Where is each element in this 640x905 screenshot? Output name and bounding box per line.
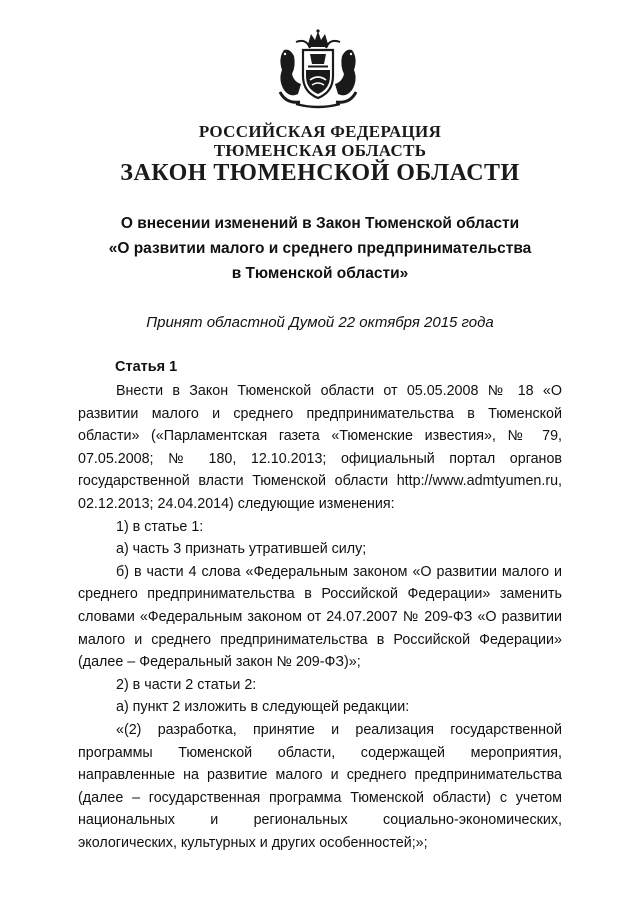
body-paragraph: Внести в Закон Тюменской области от 05.05.2008 № 18 «О развитии малого и среднего предпринимательства в Тюменской области» («Парламентская газета «Тюменские известия», № 79, 07.05.2008; № 180, 12.10.2013; официальный портал органов государственной власти Тюменской области http://www.admtyumen.ru, 02.12.2013; 24.04.2014) следующие изменения: (78, 383, 562, 512)
body-paragraph: 1) в статье 1: (116, 518, 204, 535)
region-heading: ТЮМЕНСКАЯ ОБЛАСТЬ (213, 141, 427, 160)
document-title-line: «О развитии малого и среднего предпринимательства (108, 240, 532, 257)
document-title-line: О внесении изменений в Закон Тюменской области (120, 215, 520, 232)
law-title-heading: ЗАКОН ТЮМЕНСКОЙ ОБЛАСТИ (120, 160, 520, 186)
country-heading: РОССИЙСКАЯ ФЕДЕРАЦИЯ (198, 122, 442, 141)
adoption-note: Принят областной Думой 22 октября 2015 года (146, 314, 494, 331)
body-paragraph: 2) в части 2 статьи 2: (116, 676, 257, 693)
coat-of-arms-emblem (270, 28, 366, 112)
crown-icon (308, 29, 328, 47)
body-paragraph: а) пункт 2 изложить в следующей редакции: (116, 699, 410, 716)
document-title (0, 211, 640, 286)
body-paragraph: б) в части 4 слова «Федеральным законом «О развитии малого и среднего предпринимательства в Российской Федерации» заменить словами «Федеральным законом от 24.07.2007 № 209-ФЗ «О развитии малого и среднего предпринимательства в Российской Федерации» (далее – Федеральный закон № 209-ФЗ)»; (78, 563, 562, 671)
article-heading: Статья 1 (115, 359, 178, 375)
body-paragraph: «(2) разработка, принятие и реализация государственной программы Тюменской области, содержащей мероприятия, направленные на развитие малого и среднего предпринимательства (далее – государственная программа Тюменской области) с учетом национальных и региональных социально-экономических, экологических, культурных и других особенностей;»; (78, 721, 562, 851)
document-title-line: в Тюменской области» (231, 265, 409, 282)
shield-icon (303, 50, 333, 98)
left-sable-supporter-icon (280, 50, 301, 103)
right-sable-supporter-icon (335, 50, 356, 103)
article-body (78, 380, 562, 854)
body-paragraph: а) часть 3 признать утратившей силу; (116, 541, 367, 558)
